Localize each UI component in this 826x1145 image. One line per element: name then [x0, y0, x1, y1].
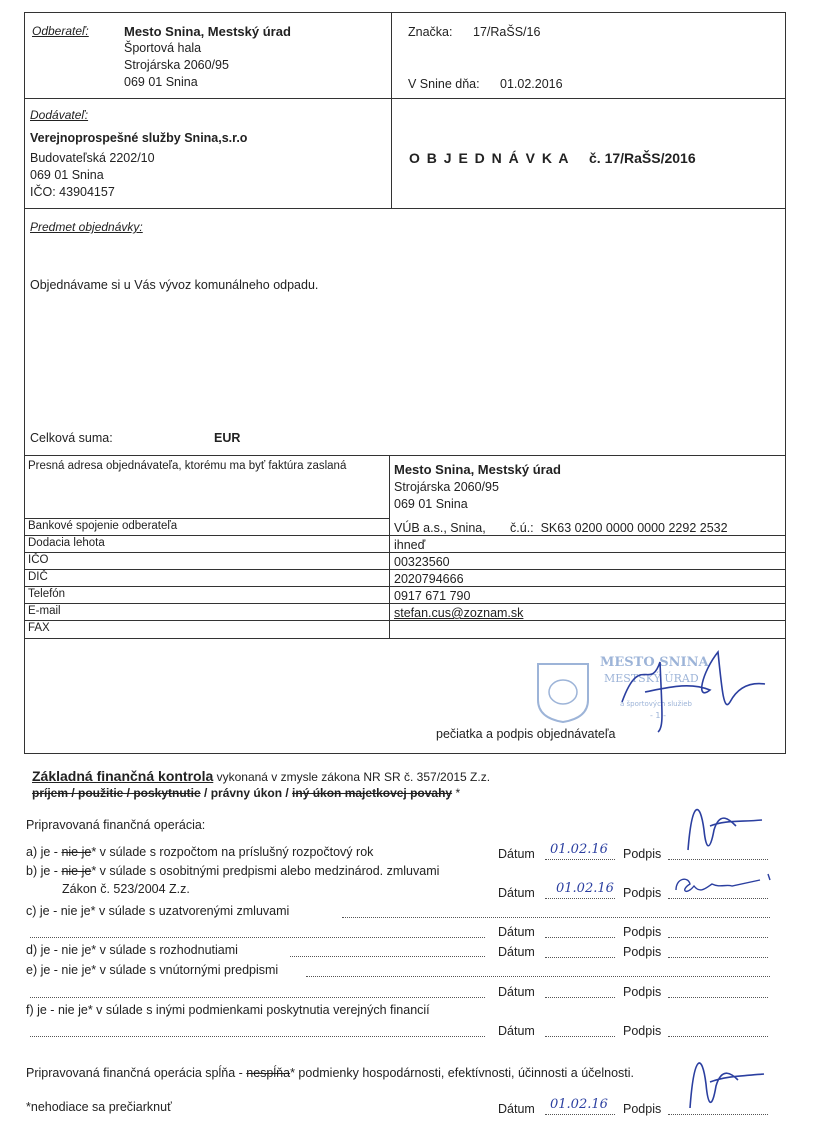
final-pre: Pripravovaná finančná operácia spĺňa -: [26, 1066, 247, 1080]
date-value: 01.02.2016: [500, 77, 563, 91]
item-c-dots-2: [30, 937, 485, 938]
item-f-dots-2: [30, 1036, 485, 1037]
detail-value-dic: 2020794666: [394, 572, 464, 586]
item-a-date-label: Dátum: [498, 847, 535, 861]
item-b-signature: [670, 870, 780, 904]
detail-label-dic: DIČ: [28, 571, 48, 583]
detail-value-delivery: ihneď: [394, 538, 426, 552]
control-title: Základná finančná kontrola: [32, 768, 214, 784]
control-scope-struck-2: iný úkon majetkovej povahy: [292, 786, 453, 800]
item-f-sign-dots: [668, 1036, 768, 1037]
detail-value-bank: VÚB a.s., Snina, č.ú.: SK63 0200 0000 0000 2292 2532: [394, 521, 728, 535]
row-line: [24, 552, 785, 553]
detail-label-phone: Telefón: [28, 588, 66, 600]
supplier-ico: IČO: 43904157: [30, 185, 115, 199]
item-a-sign-label: Podpis: [623, 847, 662, 861]
item-c-sign-label: Podpis: [623, 925, 662, 939]
control-item-f: f) je - nie je* v súlade s inými podmienkami poskytnutia verejných financií: [26, 1003, 430, 1017]
item-d-date-label: Dátum: [498, 945, 535, 959]
subject-bottom-line: [24, 455, 785, 456]
item-c-sign-dots: [668, 937, 768, 938]
buyer-line4: 069 01 Snina: [124, 75, 198, 89]
row-line: [24, 586, 785, 587]
final-sign-label: Podpis: [623, 1102, 662, 1116]
invoice-address-label: Presná adresa objednávateľa, ktorému ma byť faktúra zaslaná: [28, 460, 347, 472]
buyer-line3: Strojárska 2060/95: [124, 58, 229, 72]
item-c-date-dots: [545, 937, 615, 938]
item-c-dots: [342, 917, 770, 918]
control-item-d: d) je - nie je* v súlade s rozhodnutiami: [26, 943, 238, 957]
svg-text:- 1 -: - 1 -: [650, 711, 666, 720]
invoice-address-line3: 069 01 Snina: [394, 497, 468, 511]
control-scope-line: [32, 786, 460, 800]
final-date-label: Dátum: [498, 1102, 535, 1116]
detail-label-ico: IČO: [28, 554, 49, 566]
item-a-date-value: 01.02.16: [550, 842, 608, 857]
item-b-struck: nie je: [61, 864, 92, 878]
final-date-value: 01.02.16: [550, 1097, 608, 1112]
svg-text:MESTSKÝ ÚRAD: MESTSKÝ ÚRAD: [604, 672, 699, 685]
final-post: * podmienky hospodárnosti, efektívnosti, účinnosti a účelnosti.: [290, 1066, 635, 1080]
final-date-dots: [545, 1114, 615, 1115]
item-e-sign-dots: [668, 997, 768, 998]
row-line: [24, 603, 785, 604]
mark-value: 17/RaŠS/16: [473, 25, 541, 39]
subject-label: Predmet objednávky:: [30, 220, 143, 234]
row-line: [24, 535, 785, 536]
row-line: [24, 620, 785, 621]
subject-text: Objednávame si u Vás vývoz komunálneho odpadu.: [30, 278, 319, 292]
supplier-divider: [391, 98, 392, 208]
item-d-sign-dots: [668, 957, 768, 958]
prepared-operation-label: Pripravovaná finančná operácia:: [26, 818, 206, 832]
item-b-law: Zákon č. 523/2004 Z.z.: [62, 882, 190, 896]
item-d-sign-label: Podpis: [623, 945, 662, 959]
item-a-struck: nie je: [61, 845, 92, 859]
control-scope-struck-1: príjem / použitie / poskytnutie: [32, 786, 201, 800]
svg-text:a športových služieb: a športových služieb: [620, 700, 692, 708]
item-e-sign-label: Podpis: [623, 985, 662, 999]
supplier-name: Verejnoprospešné služby Snina,s.r.o: [30, 131, 248, 145]
order-number: č. 17/RaŠS/2016: [589, 150, 696, 166]
control-item-c: c) je - nie je* v súlade s uzatvorenými zmluvami: [26, 904, 290, 918]
details-divider: [389, 455, 390, 638]
detail-value-email[interactable]: stefan.cus@zoznam.sk: [394, 606, 524, 620]
item-e-dots-2: [30, 997, 485, 998]
item-a-signature: [680, 790, 770, 860]
detail-label-fax: FAX: [28, 622, 50, 634]
item-b-date-value: 01.02.16: [556, 881, 614, 896]
control-scope-end: *: [452, 786, 461, 800]
header-divider: [391, 12, 392, 98]
detail-label-delivery: Dodacia lehota: [28, 537, 105, 549]
footnote: *nehodiace sa prečiarknuť: [26, 1100, 172, 1114]
svg-text:MESTO SNINA: MESTO SNINA: [600, 655, 709, 670]
item-e-date-label: Dátum: [498, 985, 535, 999]
buyer-name: Mesto Snina, Mestský úrad: [124, 24, 291, 39]
invoice-address-name: Mesto Snina, Mestský úrad: [394, 462, 561, 477]
final-signature: [680, 1040, 770, 1120]
total-label: Celková suma:: [30, 431, 113, 445]
mark-label: Značka:: [408, 25, 453, 39]
signature: [600, 632, 780, 742]
item-b-date-dots: [545, 898, 615, 899]
header-bottom-line: [24, 98, 785, 99]
supplier-bottom-line: [24, 208, 785, 209]
final-struck: nespĺňa: [246, 1066, 291, 1080]
buyer-line2: Športová hala: [124, 41, 202, 55]
row-line: [24, 518, 389, 519]
buyer-label: Odberateľ:: [32, 24, 89, 38]
item-b-sign-label: Podpis: [623, 886, 662, 900]
control-item-a: [26, 845, 373, 859]
invoice-address-line2: Strojárska 2060/95: [394, 480, 499, 494]
detail-label-bank: Bankové spojenie odberateľa: [28, 520, 178, 532]
supplier-line3: 069 01 Snina: [30, 168, 104, 182]
control-subtitle: vykonaná v zmysle zákona NR SR č. 357/2015 Z.z.: [213, 770, 491, 784]
control-item-e: e) je - nie je* v súlade s vnútornými predpismi: [26, 963, 279, 977]
total-currency: EUR: [214, 431, 241, 445]
item-f-date-dots: [545, 1036, 615, 1037]
stamp-caption: pečiatka a podpis objednávateľa: [436, 727, 616, 741]
item-e-dots: [306, 976, 770, 977]
item-a-date-dots: [545, 859, 615, 860]
control-title-line: [32, 768, 490, 784]
item-b-pre: b) je -: [26, 864, 62, 878]
date-label: V Snine dňa:: [408, 77, 480, 91]
item-a-text: * v súlade s rozpočtom na príslušný rozpočtový rok: [91, 845, 374, 859]
item-f-date-label: Dátum: [498, 1024, 535, 1038]
item-e-date-dots: [545, 997, 615, 998]
item-a-pre: a) je -: [26, 845, 62, 859]
item-d-date-dots: [545, 957, 615, 958]
item-d-dots: [290, 956, 485, 957]
item-b-date-label: Dátum: [498, 886, 535, 900]
control-item-b: [26, 864, 439, 878]
order-title: O B J E D N Á V K A: [409, 150, 571, 166]
supplier-label: Dodávateľ:: [30, 108, 89, 122]
item-b-text: * v súlade s osobitnými predpismi alebo medzinárod. zmluvami: [91, 864, 440, 878]
supplier-line2: Budovateľská 2202/10: [30, 151, 155, 165]
control-scope-mid: / právny úkon /: [200, 786, 293, 800]
item-c-date-label: Dátum: [498, 925, 535, 939]
final-statement: [26, 1066, 634, 1080]
item-f-sign-label: Podpis: [623, 1024, 662, 1038]
row-line: [24, 569, 785, 570]
detail-value-phone: 0917 671 790: [394, 589, 471, 603]
detail-label-email: E-mail: [28, 605, 61, 617]
detail-value-ico: 00323560: [394, 555, 450, 569]
